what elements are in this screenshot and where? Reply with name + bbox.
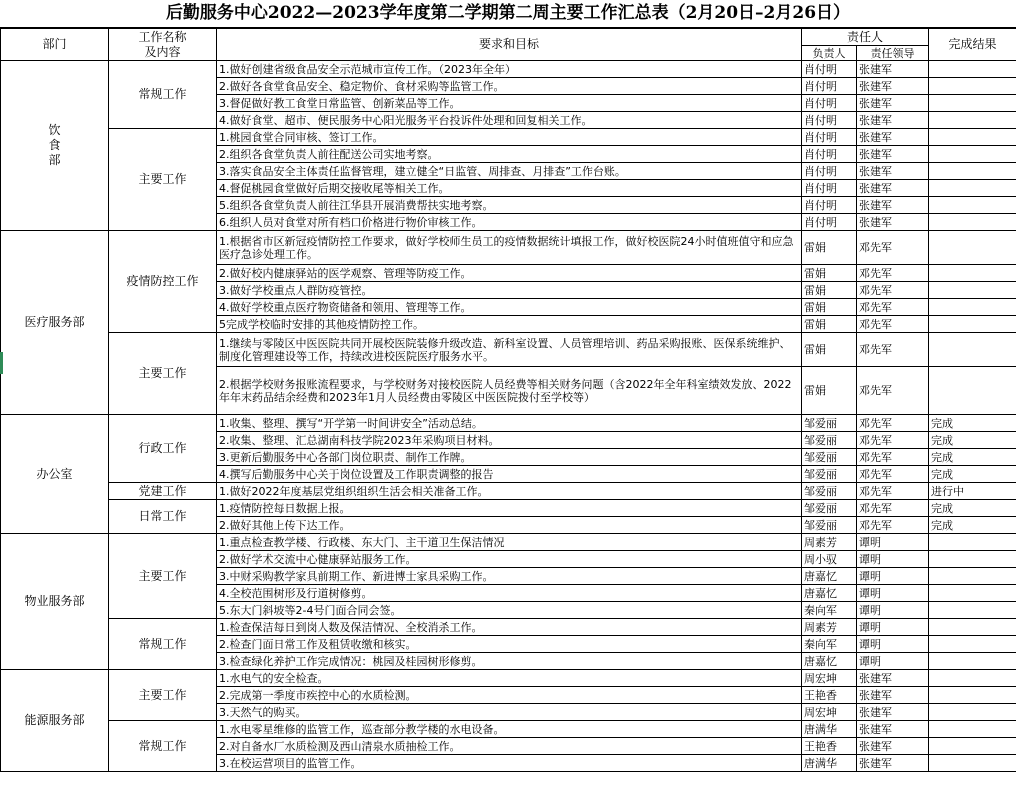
- work-category-cell: 主要工作: [109, 129, 217, 231]
- result-cell: [929, 602, 1016, 619]
- department-cell: 办公室: [1, 415, 109, 534]
- sheet-title: 后勤服务中心2022—2023学年度第二学期第二周主要工作汇总表（2月20日–2月26日）: [0, 0, 1016, 28]
- requirement-cell: 2.组织各食堂负责人前往配送公司实地考察。: [217, 146, 802, 163]
- result-cell: [929, 61, 1016, 78]
- leader-cell: 邓先军: [857, 316, 929, 333]
- leader-cell: 张建军: [857, 197, 929, 214]
- owner-cell: 雷娟: [802, 333, 857, 367]
- owner-cell: 肖付明: [802, 61, 857, 78]
- table-row: [1, 534, 1016, 551]
- owner-cell: 唐嘉忆: [802, 653, 857, 670]
- leader-cell: 谭明: [857, 636, 929, 653]
- owner-cell: 雷娟: [802, 265, 857, 282]
- leader-cell: 谭明: [857, 551, 929, 568]
- work-category-cell: 主要工作: [109, 534, 217, 619]
- table-row: [1, 61, 1016, 78]
- header-leader: 责任领导: [857, 46, 929, 61]
- requirement-cell: 3.检查绿化养护工作完成情况：桃园及桂园树形修剪。: [217, 653, 802, 670]
- result-cell: [929, 78, 1016, 95]
- table-row: [1, 483, 1016, 500]
- leader-cell: 谭明: [857, 602, 929, 619]
- owner-cell: 邹爱丽: [802, 415, 857, 432]
- result-cell: [929, 197, 1016, 214]
- result-cell: [929, 146, 1016, 163]
- work-category-cell: 行政工作: [109, 415, 217, 483]
- result-cell: 进行中: [929, 483, 1016, 500]
- result-cell: [929, 265, 1016, 282]
- leader-cell: 邓先军: [857, 517, 929, 534]
- result-cell: [929, 214, 1016, 231]
- leader-cell: 张建军: [857, 95, 929, 112]
- owner-cell: 邹爱丽: [802, 517, 857, 534]
- department-cell: 饮 食 部: [1, 61, 109, 231]
- result-cell: [929, 687, 1016, 704]
- requirement-cell: 2.根据学校财务报账流程要求，与学校财务对接校医院人员经费等相关财务问题（含2022年全年科室绩效发放、2022年年末药品结余经费和2023年1月人员经费由零陵区中医医院拨付至学校等）: [217, 367, 802, 415]
- requirement-cell: 2.对自备水厂水质检测及西山清泉水质抽检工作。: [217, 738, 802, 755]
- result-cell: [929, 551, 1016, 568]
- leader-cell: 谭明: [857, 619, 929, 636]
- owner-cell: 雷娟: [802, 299, 857, 316]
- result-cell: [929, 180, 1016, 197]
- owner-cell: 唐嘉忆: [802, 568, 857, 585]
- requirement-cell: 5.东大门斜坡等2-4号门面合同会签。: [217, 602, 802, 619]
- leader-cell: 张建军: [857, 721, 929, 738]
- owner-cell: 肖付明: [802, 78, 857, 95]
- header-requirement: 要求和目标: [217, 29, 802, 61]
- owner-cell: 周宏坤: [802, 704, 857, 721]
- result-cell: 完成: [929, 500, 1016, 517]
- work-category-cell: 日常工作: [109, 500, 217, 534]
- result-cell: 完成: [929, 432, 1016, 449]
- table-row: [1, 129, 1016, 146]
- requirement-cell: 3.做好学校重点人群防疫管控。: [217, 282, 802, 299]
- table-row: [1, 619, 1016, 636]
- leader-cell: 张建军: [857, 704, 929, 721]
- result-cell: [929, 619, 1016, 636]
- result-cell: [929, 636, 1016, 653]
- owner-cell: 肖付明: [802, 180, 857, 197]
- row-selection-marker: [0, 352, 3, 374]
- leader-cell: 邓先军: [857, 500, 929, 517]
- owner-cell: 邹爱丽: [802, 466, 857, 483]
- owner-cell: 邹爱丽: [802, 449, 857, 466]
- table-row: [1, 670, 1016, 687]
- requirement-cell: 1.疫情防控每日数据上报。: [217, 500, 802, 517]
- owner-cell: 唐满华: [802, 755, 857, 772]
- result-cell: [929, 129, 1016, 146]
- requirement-cell: 2.收集、整理、汇总湖南科技学院2023年采购项目材料。: [217, 432, 802, 449]
- department-cell: 物业服务部: [1, 534, 109, 670]
- work-category-cell: 常规工作: [109, 61, 217, 129]
- result-cell: [929, 95, 1016, 112]
- owner-cell: 邹爱丽: [802, 432, 857, 449]
- leader-cell: 谭明: [857, 568, 929, 585]
- owner-cell: 肖付明: [802, 112, 857, 129]
- result-cell: [929, 568, 1016, 585]
- department-cell: 医疗服务部: [1, 231, 109, 415]
- requirement-cell: 2.做好学术交流中心健康驿站服务工作。: [217, 551, 802, 568]
- owner-cell: 邹爱丽: [802, 500, 857, 517]
- work-category-cell: 常规工作: [109, 721, 217, 772]
- leader-cell: 张建军: [857, 129, 929, 146]
- leader-cell: 邓先军: [857, 299, 929, 316]
- work-summary-table: [0, 28, 1016, 772]
- requirement-cell: 2.做好校内健康驿站的医学观察、管理等防疫工作。: [217, 265, 802, 282]
- owner-cell: 唐嘉忆: [802, 585, 857, 602]
- result-cell: [929, 112, 1016, 129]
- result-cell: 完成: [929, 449, 1016, 466]
- leader-cell: 邓先军: [857, 282, 929, 299]
- requirement-cell: 1.根据省市区新冠疫情防控工作要求，做好学校师生员工的疫情数据统计填报工作，做好校医院24小时值班值守和应急医疗急诊处理工作。: [217, 231, 802, 265]
- owner-cell: 唐满华: [802, 721, 857, 738]
- requirement-cell: 1.桃园食堂合同审核、签订工作。: [217, 129, 802, 146]
- table-row: [1, 721, 1016, 738]
- owner-cell: 周素芳: [802, 619, 857, 636]
- result-cell: [929, 704, 1016, 721]
- owner-cell: 肖付明: [802, 95, 857, 112]
- table-body: [1, 29, 1016, 772]
- leader-cell: 张建军: [857, 112, 929, 129]
- header-result: 完成结果: [929, 29, 1016, 61]
- header-dept: 部门: [1, 29, 109, 61]
- result-cell: [929, 738, 1016, 755]
- owner-cell: 秦向军: [802, 636, 857, 653]
- requirement-cell: 5完成学校临时安排的其他疫情防控工作。: [217, 316, 802, 333]
- leader-cell: 谭明: [857, 534, 929, 551]
- result-cell: [929, 755, 1016, 772]
- requirement-cell: 3.中财采购教学家具前期工作、新进博士家具采购工作。: [217, 568, 802, 585]
- leader-cell: 张建军: [857, 670, 929, 687]
- owner-cell: 肖付明: [802, 129, 857, 146]
- owner-cell: 邹爱丽: [802, 483, 857, 500]
- result-cell: [929, 721, 1016, 738]
- requirement-cell: 4.督促桃园食堂做好后期交接收尾等相关工作。: [217, 180, 802, 197]
- requirement-cell: 4.做好学校重点医疗物资储备和领用、管理等工作。: [217, 299, 802, 316]
- requirement-cell: 1.收集、整理、撰写“开学第一时间讲安全”活动总结。: [217, 415, 802, 432]
- requirement-cell: 1.做好创建省级食品安全示范城市宣传工作。（2023年全年）: [217, 61, 802, 78]
- result-cell: [929, 534, 1016, 551]
- result-cell: [929, 585, 1016, 602]
- requirement-cell: 1.水电零星维修的监管工作，巡查部分教学楼的水电设备。: [217, 721, 802, 738]
- owner-cell: 雷娟: [802, 367, 857, 415]
- header-work: 工作名称 及内容: [109, 29, 217, 61]
- table-row: [1, 500, 1016, 517]
- owner-cell: 王艳香: [802, 687, 857, 704]
- requirement-cell: 4.全校范围树形及行道树修剪。: [217, 585, 802, 602]
- owner-cell: 肖付明: [802, 197, 857, 214]
- table-row: [1, 231, 1016, 265]
- leader-cell: 张建军: [857, 687, 929, 704]
- owner-cell: 肖付明: [802, 146, 857, 163]
- requirement-cell: 6.组织人员对食堂对所有档口价格进行物价审核工作。: [217, 214, 802, 231]
- department-cell: 能源服务部: [1, 670, 109, 772]
- work-category-cell: 疫情防控工作: [109, 231, 217, 333]
- owner-cell: 王艳香: [802, 738, 857, 755]
- leader-cell: 张建军: [857, 163, 929, 180]
- requirement-cell: 3.更新后勤服务中心各部门岗位职责、制作工作牌。: [217, 449, 802, 466]
- owner-cell: 周素芳: [802, 534, 857, 551]
- result-cell: [929, 367, 1016, 415]
- requirement-cell: 2.做好其他上传下达工作。: [217, 517, 802, 534]
- leader-cell: 邓先军: [857, 466, 929, 483]
- work-category-cell: 常规工作: [109, 619, 217, 670]
- owner-cell: 雷娟: [802, 231, 857, 265]
- requirement-cell: 2.做好各食堂食品安全、稳定物价、食材采购等监管工作。: [217, 78, 802, 95]
- requirement-cell: 4.撰写后勤服务中心关于岗位设置及工作职责调整的报告: [217, 466, 802, 483]
- result-cell: [929, 316, 1016, 333]
- owner-cell: 周小驭: [802, 551, 857, 568]
- owner-cell: 雷娟: [802, 316, 857, 333]
- table-row: [1, 333, 1016, 367]
- header-responsible: 责任人: [802, 29, 929, 46]
- requirement-cell: 3.在校运营项目的监管工作。: [217, 755, 802, 772]
- requirement-cell: 3.落实食品安全主体责任监督管理，建立健全“日监管、周排查、月排查”工作台账。: [217, 163, 802, 180]
- requirement-cell: 2.完成第一季度市疾控中心的水质检测。: [217, 687, 802, 704]
- header-row-1: [1, 29, 1016, 46]
- leader-cell: 邓先军: [857, 333, 929, 367]
- owner-cell: 雷娟: [802, 282, 857, 299]
- leader-cell: 邓先军: [857, 432, 929, 449]
- result-cell: [929, 670, 1016, 687]
- requirement-cell: 3.天然气的购买。: [217, 704, 802, 721]
- result-cell: 完成: [929, 466, 1016, 483]
- work-category-cell: 党建工作: [109, 483, 217, 500]
- leader-cell: 邓先军: [857, 449, 929, 466]
- leader-cell: 邓先军: [857, 231, 929, 265]
- leader-cell: 谭明: [857, 585, 929, 602]
- result-cell: 完成: [929, 517, 1016, 534]
- requirement-cell: 1.做好2022年度基层党组织组织生活会相关准备工作。: [217, 483, 802, 500]
- owner-cell: 肖付明: [802, 163, 857, 180]
- leader-cell: 张建军: [857, 61, 929, 78]
- table-row: [1, 415, 1016, 432]
- work-category-cell: 主要工作: [109, 670, 217, 721]
- requirement-cell: 1.水电气的安全检查。: [217, 670, 802, 687]
- leader-cell: 张建军: [857, 78, 929, 95]
- owner-cell: 秦向军: [802, 602, 857, 619]
- owner-cell: 肖付明: [802, 214, 857, 231]
- result-cell: [929, 333, 1016, 367]
- result-cell: [929, 231, 1016, 265]
- requirement-cell: 1.继续与零陵区中医医院共同开展校医院装修升级改造、新科室设置、人员管理培训、药品采购报账、医保系统维护、制度化管理建设等工作，持续改进校医院医疗服务水平。: [217, 333, 802, 367]
- result-cell: [929, 282, 1016, 299]
- result-cell: [929, 299, 1016, 316]
- requirement-cell: 3.督促做好教工食堂日常监管、创新菜品等工作。: [217, 95, 802, 112]
- leader-cell: 张建军: [857, 738, 929, 755]
- leader-cell: 张建军: [857, 180, 929, 197]
- leader-cell: 邓先军: [857, 483, 929, 500]
- leader-cell: 张建军: [857, 214, 929, 231]
- result-cell: [929, 163, 1016, 180]
- requirement-cell: 5.组织各食堂负责人前往江华县开展消费帮扶实地考察。: [217, 197, 802, 214]
- leader-cell: 邓先军: [857, 367, 929, 415]
- result-cell: [929, 653, 1016, 670]
- header-owner: 负责人: [802, 46, 857, 61]
- leader-cell: 谭明: [857, 653, 929, 670]
- leader-cell: 邓先军: [857, 265, 929, 282]
- result-cell: 完成: [929, 415, 1016, 432]
- owner-cell: 周宏坤: [802, 670, 857, 687]
- requirement-cell: 1.检查保洁每日到岗人数及保洁情况、全校消杀工作。: [217, 619, 802, 636]
- leader-cell: 张建军: [857, 755, 929, 772]
- requirement-cell: 4.做好食堂、超市、便民服务中心阳光服务平台投诉件处理和回复相关工作。: [217, 112, 802, 129]
- leader-cell: 张建军: [857, 146, 929, 163]
- work-category-cell: 主要工作: [109, 333, 217, 415]
- requirement-cell: 2.检查门面日常工作及租赁收缴和核实。: [217, 636, 802, 653]
- leader-cell: 邓先军: [857, 415, 929, 432]
- requirement-cell: 1.重点检查教学楼、行政楼、东大门、主干道卫生保洁情况: [217, 534, 802, 551]
